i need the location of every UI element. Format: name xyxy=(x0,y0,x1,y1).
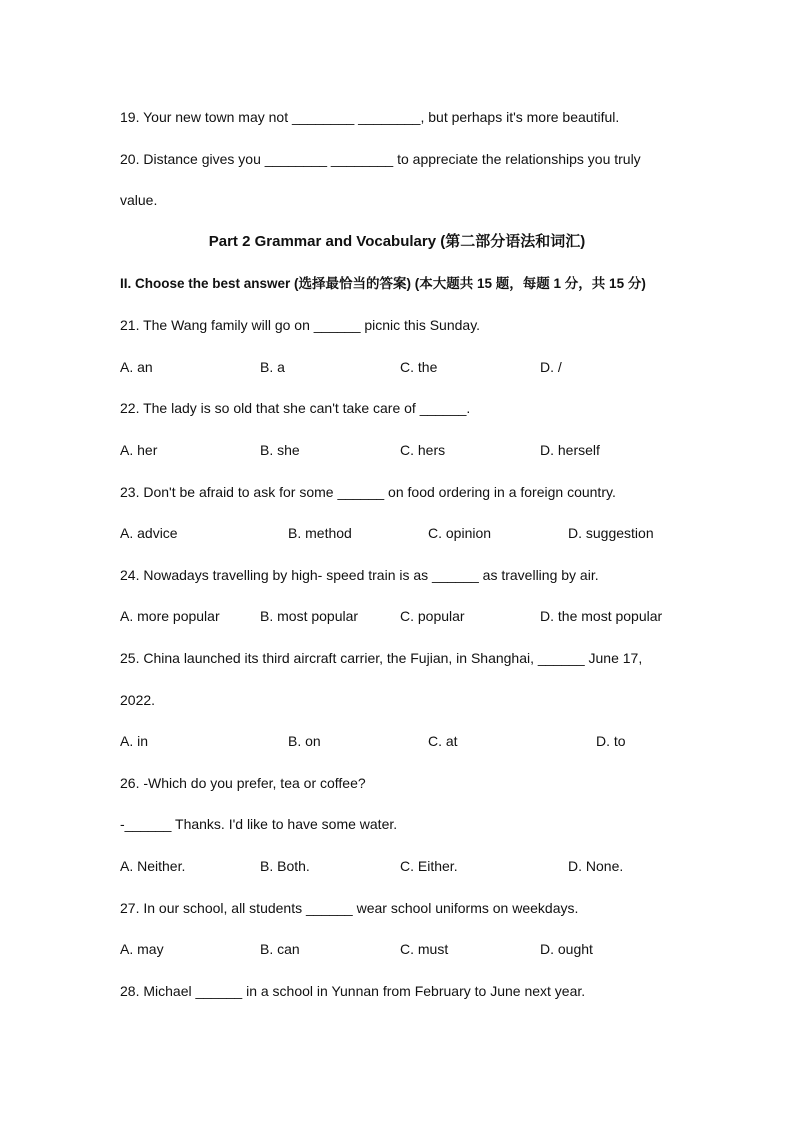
option-c: C. at xyxy=(428,733,458,749)
question-22-options xyxy=(0,440,794,460)
question-23-stem: 23. Don't be afraid to ask for some ______ on food ordering in a foreign country. xyxy=(120,484,616,500)
question-27-options xyxy=(0,939,794,959)
option-c: C. must xyxy=(400,941,449,957)
question-24-options xyxy=(0,606,794,626)
section-2-instructions: II. Choose the best answer (选择最恰当的答案) (本大题共 15 题，每题 1 分，共 15 分) xyxy=(120,276,646,291)
option-c: C. hers xyxy=(400,442,446,458)
question-26-reply: -______ Thanks. I'd like to have some water. xyxy=(120,816,398,832)
option-a: A. more popular xyxy=(120,608,220,624)
option-a: A. in xyxy=(120,733,149,749)
question-21-options xyxy=(0,357,794,377)
option-c: C. Either. xyxy=(400,858,458,874)
question-25-options xyxy=(0,731,794,751)
option-b: B. Both. xyxy=(260,858,310,874)
option-b: B. on xyxy=(288,733,321,749)
question-26-stem: 26. -Which do you prefer, tea or coffee? xyxy=(120,775,366,791)
question-19: 19. Your new town may not ________ ________, but perhaps it's more beautiful. xyxy=(120,109,620,125)
question-27-stem: 27. In our school, all students ______ wear school uniforms on weekdays. xyxy=(120,900,579,916)
option-a: A. advice xyxy=(120,525,178,541)
option-a: A. an xyxy=(120,359,153,375)
option-d: D. suggestion xyxy=(568,525,654,541)
question-21-stem: 21. The Wang family will go on ______ picnic this Sunday. xyxy=(120,317,481,333)
question-26-options xyxy=(0,856,794,876)
option-d: D. / xyxy=(540,359,562,375)
option-d: D. to xyxy=(596,733,626,749)
option-d: D. None. xyxy=(568,858,624,874)
option-a: A. her xyxy=(120,442,158,458)
option-c: C. popular xyxy=(400,608,465,624)
option-d: D. herself xyxy=(540,442,600,458)
question-20-line-2: value. xyxy=(120,192,158,208)
option-a: A. Neither. xyxy=(120,858,186,874)
option-a: A. may xyxy=(120,941,164,957)
option-b: B. can xyxy=(260,941,300,957)
question-22-stem: 22. The lady is so old that she can't take care of ______. xyxy=(120,400,471,416)
option-d: D. the most popular xyxy=(540,608,663,624)
question-23-options xyxy=(0,523,794,543)
question-25-stem-continued: 2022. xyxy=(120,692,156,708)
option-b: B. a xyxy=(260,359,285,375)
question-24-stem: 24. Nowadays travelling by high- speed train is as ______ as travelling by air. xyxy=(120,567,599,583)
question-28-stem: 28. Michael ______ in a school in Yunnan from February to June next year. xyxy=(120,983,586,999)
option-b: B. most popular xyxy=(260,608,359,624)
option-b: B. she xyxy=(260,442,300,458)
part-2-heading: Part 2 Grammar and Vocabulary (第二部分语法和词汇) xyxy=(208,233,586,250)
option-c: C. the xyxy=(400,359,438,375)
option-d: D. ought xyxy=(540,941,593,957)
question-20-line-1: 20. Distance gives you ________ ________ to appreciate the relationships you truly xyxy=(120,151,641,167)
option-b: B. method xyxy=(288,525,352,541)
option-c: C. opinion xyxy=(428,525,492,541)
question-25-stem: 25. China launched its third aircraft carrier, the Fujian, in Shanghai, ______ June 17, xyxy=(120,650,643,666)
